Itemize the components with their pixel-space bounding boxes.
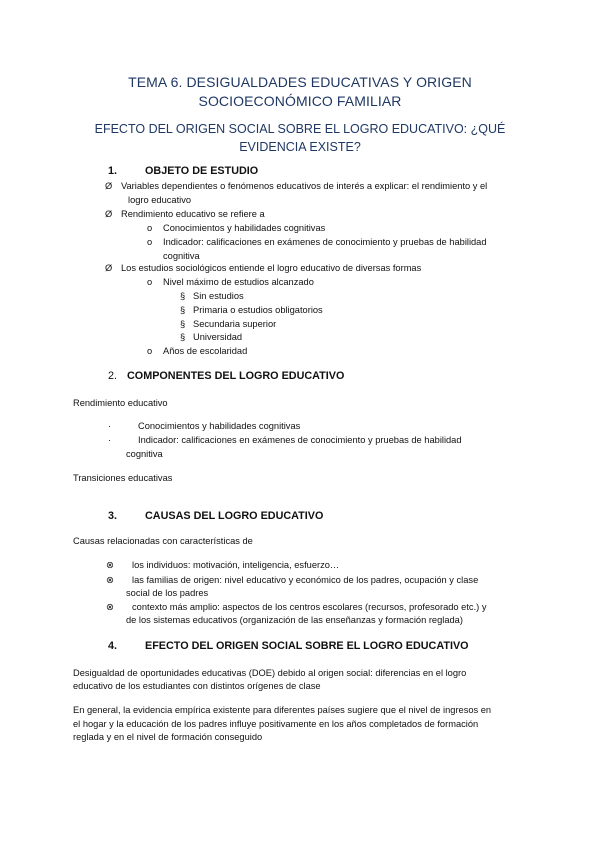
square-bullet-icon: § — [180, 305, 186, 315]
section-2-number: 2. — [108, 370, 118, 382]
subtitle-line-2: EVIDENCIA EXISTE? — [239, 140, 361, 154]
circled-x-bullet-icon: ⊗ — [106, 602, 114, 612]
section-1-item-3-sub-1: Nivel máximo de estudios alcanzado — [163, 277, 314, 287]
page-title-line-1: TEMA 6. DESIGUALDADES EDUCATIVAS Y ORIGEN — [128, 74, 472, 90]
square-bullet-icon: § — [180, 291, 186, 301]
dot-bullet-icon: · — [108, 421, 112, 431]
section-2-heading: COMPONENTES DEL LOGRO EDUCATIVO — [127, 370, 345, 382]
level-item: Primaria o estudios obligatorios — [193, 305, 323, 315]
section-1-item-3-sub-2: Años de escolaridad — [163, 346, 248, 356]
square-bullet-icon: § — [180, 319, 186, 329]
page-title-line-2: SOCIOECONÓMICO FAMILIAR — [198, 93, 402, 109]
section-1-item-1-line-1: Variables dependientes o fenómenos educativos de interés a explicar: el rendimiento y el — [121, 181, 488, 191]
section-1-item-1-line-2: logro educativo — [128, 195, 192, 205]
section-4-heading: EFECTO DEL ORIGEN SOCIAL SOBRE EL LOGRO EDUCATIVO — [145, 640, 469, 652]
section-2-intro: Rendimiento educativo — [73, 398, 168, 408]
section-2-sub-2-line-2: cognitiva — [126, 449, 163, 459]
section-1-item-2-sub-1: Conocimientos y habilidades cognitivas — [163, 223, 326, 233]
arrow-bullet-icon: Ø — [105, 209, 113, 219]
circle-bullet-icon: o — [147, 237, 153, 247]
arrow-bullet-icon: Ø — [105, 181, 113, 191]
section-1-item-3: Los estudios sociológicos entiende el logro educativo de diversas formas — [121, 263, 422, 273]
section-3-item-2-line-1: las familias de origen: nivel educativo y económico de los padres, ocupación y clase — [132, 575, 479, 585]
section-1-item-2-sub-2-line-2: cognitiva — [163, 251, 200, 261]
section-3-number: 3. — [108, 510, 118, 522]
level-item: Universidad — [193, 332, 243, 342]
section-4-para-1-line-1: Desigualdad de oportunidades educativas (DOE) debido al origen social: diferencias en el logro — [73, 668, 467, 678]
section-1-number: 1. — [108, 165, 118, 177]
level-item: Sin estudios — [193, 291, 244, 301]
circle-bullet-icon: o — [147, 223, 153, 233]
section-3-item-3-line-2: de los sistemas educativos (organización de las enseñanzas y formación reglada) — [126, 615, 463, 625]
section-3-item-3-line-1: contexto más amplio: aspectos de los centros escolares (recursos, profesorado etc.) y — [132, 602, 487, 612]
section-3-intro: Causas relacionadas con características de — [73, 536, 253, 546]
section-4-para-2-line-2: el hogar y la educación de los padres influye positivamente en los años completados de formación — [73, 719, 479, 729]
section-1-heading: OBJETO DE ESTUDIO — [145, 165, 259, 177]
section-1-item-2-sub-2-line-1: Indicador: calificaciones en exámenes de conocimiento y pruebas de habilidad — [163, 237, 487, 247]
section-1-item-2: Rendimiento educativo se refiere a — [121, 209, 265, 219]
section-3-heading: CAUSAS DEL LOGRO EDUCATIVO — [145, 510, 324, 522]
level-item: Secundaria superior — [193, 319, 277, 329]
section-4-number: 4. — [108, 640, 118, 652]
circled-x-bullet-icon: ⊗ — [106, 560, 114, 570]
subtitle-line-1: EFECTO DEL ORIGEN SOCIAL SOBRE EL LOGRO EDUCATIVO: ¿QUÉ — [94, 122, 506, 136]
section-4-para-2-line-1: En general, la evidencia empírica existente para diferentes países sugiere que el nivel de ingresos en — [73, 705, 492, 715]
arrow-bullet-icon: Ø — [105, 263, 113, 273]
section-2-outro: Transiciones educativas — [73, 473, 173, 483]
circle-bullet-icon: o — [147, 346, 153, 356]
section-4-para-1-line-2: educativo de los estudiantes con distintos orígenes de clase — [73, 681, 321, 691]
section-2-sub-1: Conocimientos y habilidades cognitivas — [138, 421, 301, 431]
circle-bullet-icon: o — [147, 277, 153, 287]
section-3-item-2-line-2: social de los padres — [126, 588, 209, 598]
square-bullet-icon: § — [180, 332, 186, 342]
dot-bullet-icon: · — [108, 435, 112, 445]
section-4-para-2-line-3: reglada y en el nivel de formación conseguido — [73, 732, 263, 742]
circled-x-bullet-icon: ⊗ — [106, 575, 114, 585]
section-3-item-1: los individuos: motivación, inteligencia, esfuerzo… — [132, 560, 340, 570]
section-2-sub-2-line-1: Indicador: calificaciones en exámenes de conocimiento y pruebas de habilidad — [138, 435, 462, 445]
